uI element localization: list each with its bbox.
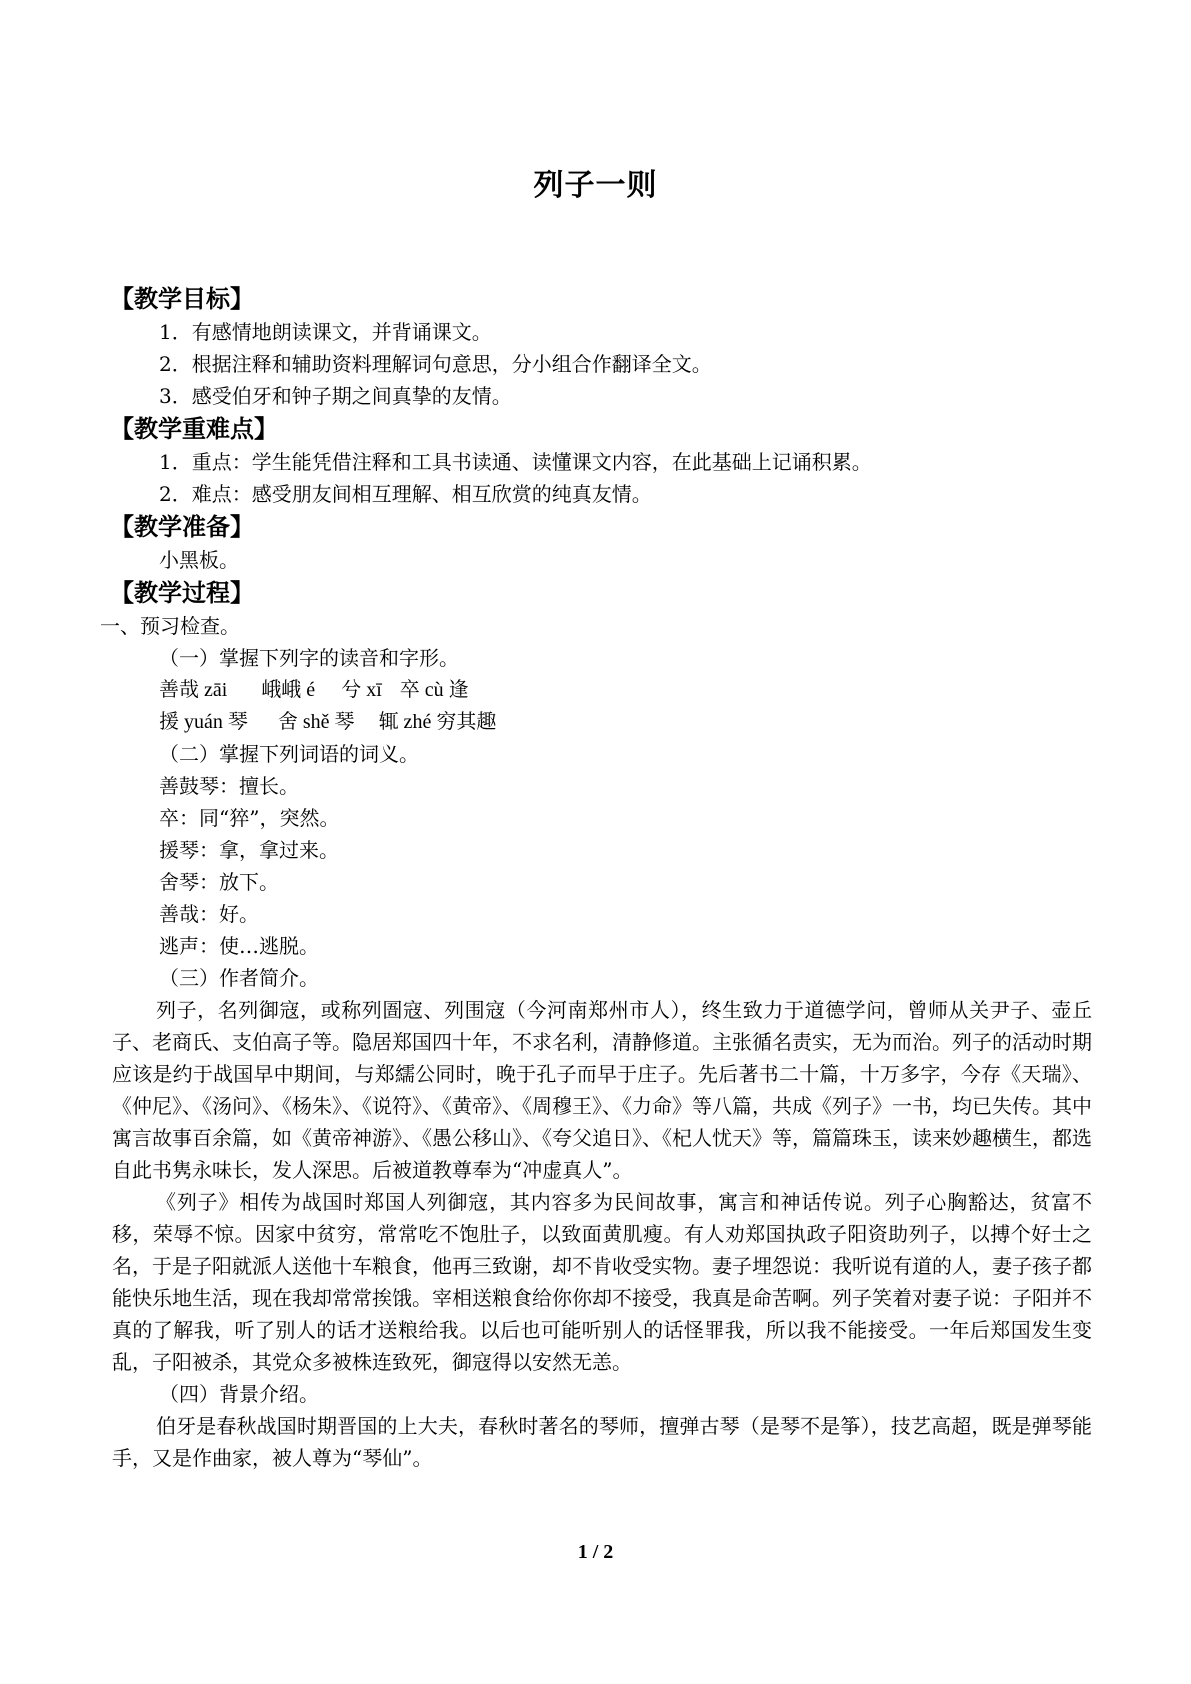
goal-item: 1．有感情地朗读课文，并背诵课文。 bbox=[159, 320, 492, 344]
sub-heading: （四）背景介绍。 bbox=[159, 1382, 319, 1406]
key-points-heading: 【教学重难点】 bbox=[110, 414, 278, 443]
preparation-text: 小黑板。 bbox=[159, 548, 239, 572]
pinyin-entry: 援 yuán 琴 bbox=[159, 711, 248, 733]
word-definition: 善哉：好。 bbox=[159, 902, 259, 926]
pinyin-entry: 卒 cù 逢 bbox=[399, 679, 469, 701]
pinyin-entry: 峨峨 é bbox=[261, 679, 316, 701]
preparation-heading: 【教学准备】 bbox=[110, 512, 254, 541]
pinyin-row bbox=[112, 706, 1092, 738]
sub-heading: （三）作者简介。 bbox=[159, 966, 319, 990]
key-point-item: 2．难点：感受朋友间相互理解、相互欣赏的纯真友情。 bbox=[159, 482, 652, 506]
page-separator: / bbox=[587, 1541, 604, 1563]
document-body bbox=[100, 282, 1092, 1474]
pinyin-entry: 辄 zhé 穷其趣 bbox=[378, 711, 497, 733]
pinyin-entry: 兮 xī bbox=[341, 679, 382, 701]
word-definition: 逃声：使…逃脱。 bbox=[159, 934, 319, 958]
goal-item: 3．感受伯牙和钟子期之间真挚的友情。 bbox=[159, 384, 512, 408]
pinyin-entry: 舍 shě 琴 bbox=[277, 711, 355, 733]
goals-heading: 【教学目标】 bbox=[110, 284, 254, 313]
word-definition: 舍琴：放下。 bbox=[159, 870, 279, 894]
word-definition: 援琴：拿，拿过来。 bbox=[159, 838, 339, 862]
word-definition: 卒：同“猝”，突然。 bbox=[159, 806, 340, 830]
step-heading: 一、预习检查。 bbox=[100, 614, 240, 638]
author-paragraph: 列子，名列御寇，或称列圄寇、列围寇（今河南郑州市人），终生致力于道德学问，曾师从关尹子、壶丘子、老商氏、支伯高子等。隐居郑国四十年，不求名利，清静修道。主张循名责实，无为而治。列子的活动时期应该是约于战国早中期间，与郑繻公同时，晚于孔子而早于庄子。先后著书二十篇，十万多字，今存《天瑞》、《仲尼》、《汤问》、《杨朱》、《说符》、《黄帝》、《周穆王》、《力命》等八篇，共成《列子》一书，均已失传。其中寓言故事百余篇，如《黄帝神游》、《愚公移山》、《夸父追日》、《杞人忧天》等，篇篇珠玉，读来妙趣横生，都选自此书隽永味长，发人深思。后被道教尊奉为“冲虚真人”。 bbox=[112, 998, 1092, 1182]
total-pages: 2 bbox=[603, 1541, 614, 1563]
current-page: 1 bbox=[577, 1541, 588, 1563]
page-number bbox=[0, 1536, 1191, 1568]
author-paragraph: 《列子》相传为战国时郑国人列御寇，其内容多为民间故事，寓言和神话传说。列子心胸豁达，贫富不移，荣辱不惊。因家中贫穷，常常吃不饱肚子，以致面黄肌瘦。有人劝郑国执政子阳资助列子，以搏个好士之名，于是子阳就派人送他十车粮食，他再三致谢，却不肯收受实物。妻子埋怨说：我听说有道的人，妻子孩子都能快乐地生活，现在我却常常挨饿。宰相送粮食给你你却不接受，我真是命苦啊。列子笑着对妻子说：子阳并不真的了解我，听了别人的话才送粮给我。以后也可能听别人的话怪罪我，所以我不能接受。一年后郑国发生变乱，子阳被杀，其党众多被株连致死，御寇得以安然无恙。 bbox=[112, 1190, 1092, 1374]
background-paragraph: 伯牙是春秋战国时期晋国的上大夫，春秋时著名的琴师，擅弹古琴（是琴不是筝），技艺高超，既是弹琴能手，又是作曲家，被人尊为“琴仙”。 bbox=[112, 1414, 1092, 1470]
pinyin-entry: 善哉 zāi bbox=[159, 679, 228, 701]
key-point-item: 1．重点：学生能凭借注释和工具书读通、读懂课文内容，在此基础上记诵积累。 bbox=[159, 450, 872, 474]
process-heading: 【教学过程】 bbox=[110, 578, 254, 607]
sub-heading: （二）掌握下列词语的词义。 bbox=[159, 742, 419, 766]
page-title: 列子一则 bbox=[533, 168, 658, 203]
goal-item: 2．根据注释和辅助资料理解词句意思，分小组合作翻译全文。 bbox=[159, 352, 712, 376]
pinyin-row bbox=[112, 674, 1092, 706]
sub-heading: （一）掌握下列字的读音和字形。 bbox=[159, 646, 459, 670]
word-definition: 善鼓琴：擅长。 bbox=[159, 774, 299, 798]
